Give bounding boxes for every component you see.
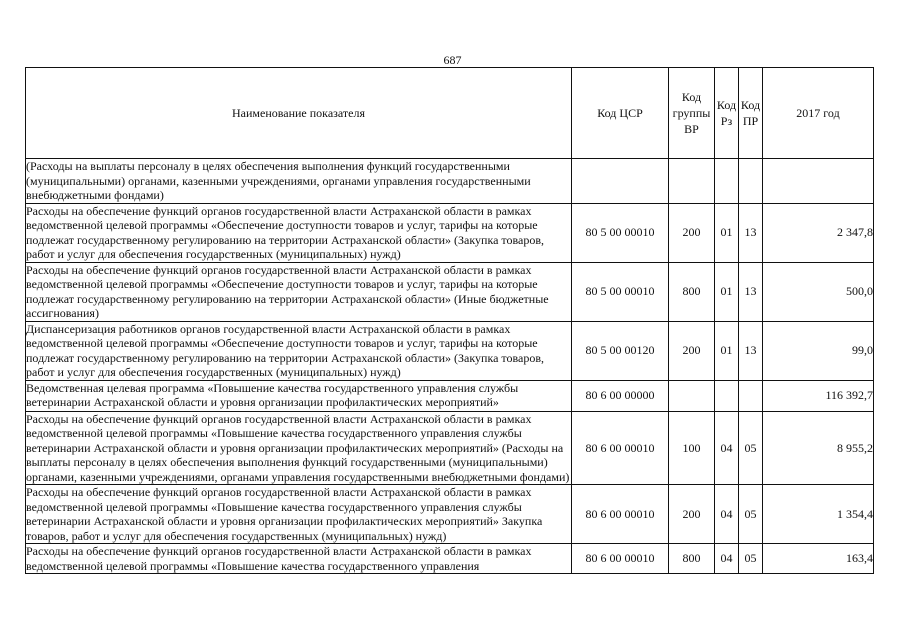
row-amount: 500,0 (763, 262, 874, 321)
row-csr: 80 6 00 00010 (572, 485, 669, 544)
table-row (26, 321, 874, 380)
row-pr: 05 (739, 544, 763, 574)
row-amount: 99,0 (763, 321, 874, 380)
row-pr (739, 380, 763, 411)
row-pr: 13 (739, 262, 763, 321)
row-amount: 8 955,2 (763, 411, 874, 485)
row-rz: 01 (715, 203, 739, 262)
row-name: Диспансеризация работников органов государственной власти Астраханской области в рамках ведомственной целевой программы «Обеспечение доступности товаров и услуг, тарифы на которые подлежат государственному регулированию на территории Астраханской области» (Закупка товаров, работ и услуг для обеспечения государственных (муниципальных) нужд) (26, 321, 572, 380)
header-rz: Код Рз (715, 68, 739, 159)
row-pr: 13 (739, 203, 763, 262)
row-csr: 80 6 00 00000 (572, 380, 669, 411)
row-vr: 800 (669, 544, 715, 574)
row-vr: 200 (669, 485, 715, 544)
row-vr: 800 (669, 262, 715, 321)
row-amount (763, 159, 874, 204)
row-name: Расходы на обеспечение функций органов государственной власти Астраханской области в рамках ведомственной целевой программы «Повышение качества государственного управления службы ветеринарии Астраханской области и уровня организации профилактических мероприятий» Закупка товаров, работ и услуг для обеспечения государственных (муниципальных) нужд) (26, 485, 572, 544)
row-pr: 05 (739, 411, 763, 485)
row-amount: 2 347,8 (763, 203, 874, 262)
row-name: Расходы на обеспечение функций органов государственной власти Астраханской области в рамках ведомственной целевой программы «Обеспечение доступности товаров и услуг, тарифы на которые подлежат государственному регулированию на территории Астраханской области» (Закупка товаров, работ и услуг для обеспечения государственных (муниципальных) нужд) (26, 203, 572, 262)
row-csr: 80 5 00 00010 (572, 203, 669, 262)
row-csr: 80 5 00 00010 (572, 262, 669, 321)
header-row (26, 68, 874, 159)
row-rz (715, 159, 739, 204)
row-rz: 01 (715, 262, 739, 321)
budget-table (25, 67, 874, 574)
table-row (26, 159, 874, 204)
row-pr: 05 (739, 485, 763, 544)
row-csr: 80 6 00 00010 (572, 544, 669, 574)
row-rz: 01 (715, 321, 739, 380)
row-csr: 80 6 00 00010 (572, 411, 669, 485)
row-pr (739, 159, 763, 204)
row-vr: 200 (669, 203, 715, 262)
header-name: Наименование показателя (26, 68, 572, 159)
header-vr: Код группы ВР (669, 68, 715, 159)
row-amount: 163,4 (763, 544, 874, 574)
row-rz (715, 380, 739, 411)
header-csr: Код ЦСР (572, 68, 669, 159)
row-csr (572, 159, 669, 204)
header-year: 2017 год (763, 68, 874, 159)
row-name: Расходы на обеспечение функций органов государственной власти Астраханской области в рамках ведомственной целевой программы «Повышение качества государственного управления службы ветеринарии Астраханской области и уровня организации профилактических мероприятий» (Расходы на выплаты персоналу в целях обеспечения выполнения функций государственными (муниципальными) органами, казенными учреждениями, органами управления государственными внебюджетными фондами) (26, 411, 572, 485)
row-vr: 100 (669, 411, 715, 485)
table-row (26, 485, 874, 544)
table-row (26, 544, 874, 574)
table-row (26, 262, 874, 321)
header-pr: Код ПР (739, 68, 763, 159)
row-name: Расходы на обеспечение функций органов государственной власти Астраханской области в рамках ведомственной целевой программы «Обеспечение доступности товаров и услуг, тарифы на которые подлежат государственному регулированию на территории Астраханской области» (Иные бюджетные ассигнования) (26, 262, 572, 321)
row-vr (669, 159, 715, 204)
row-name: Расходы на обеспечение функций органов государственной власти Астраханской области в рамках ведомственной целевой программы «Повышение качества государственного управления (26, 544, 572, 574)
row-name: (Расходы на выплаты персоналу в целях обеспечения выполнения функций государственными (муниципальными) органами, казенными учреждениями, органами управления государственными внебюджетными фондами) (26, 159, 572, 204)
row-amount: 1 354,4 (763, 485, 874, 544)
row-rz: 04 (715, 544, 739, 574)
row-vr (669, 380, 715, 411)
row-rz: 04 (715, 411, 739, 485)
table-row (26, 411, 874, 485)
row-csr: 80 5 00 00120 (572, 321, 669, 380)
row-name: Ведомственная целевая программа «Повышение качества государственного управления службы ветеринарии Астраханской области и уровня организации профилактических мероприятий» (26, 380, 572, 411)
row-vr: 200 (669, 321, 715, 380)
table-row (26, 203, 874, 262)
page-number: 687 (443, 53, 462, 67)
row-amount: 116 392,7 (763, 380, 874, 411)
table-row (26, 380, 874, 411)
row-pr: 13 (739, 321, 763, 380)
row-rz: 04 (715, 485, 739, 544)
